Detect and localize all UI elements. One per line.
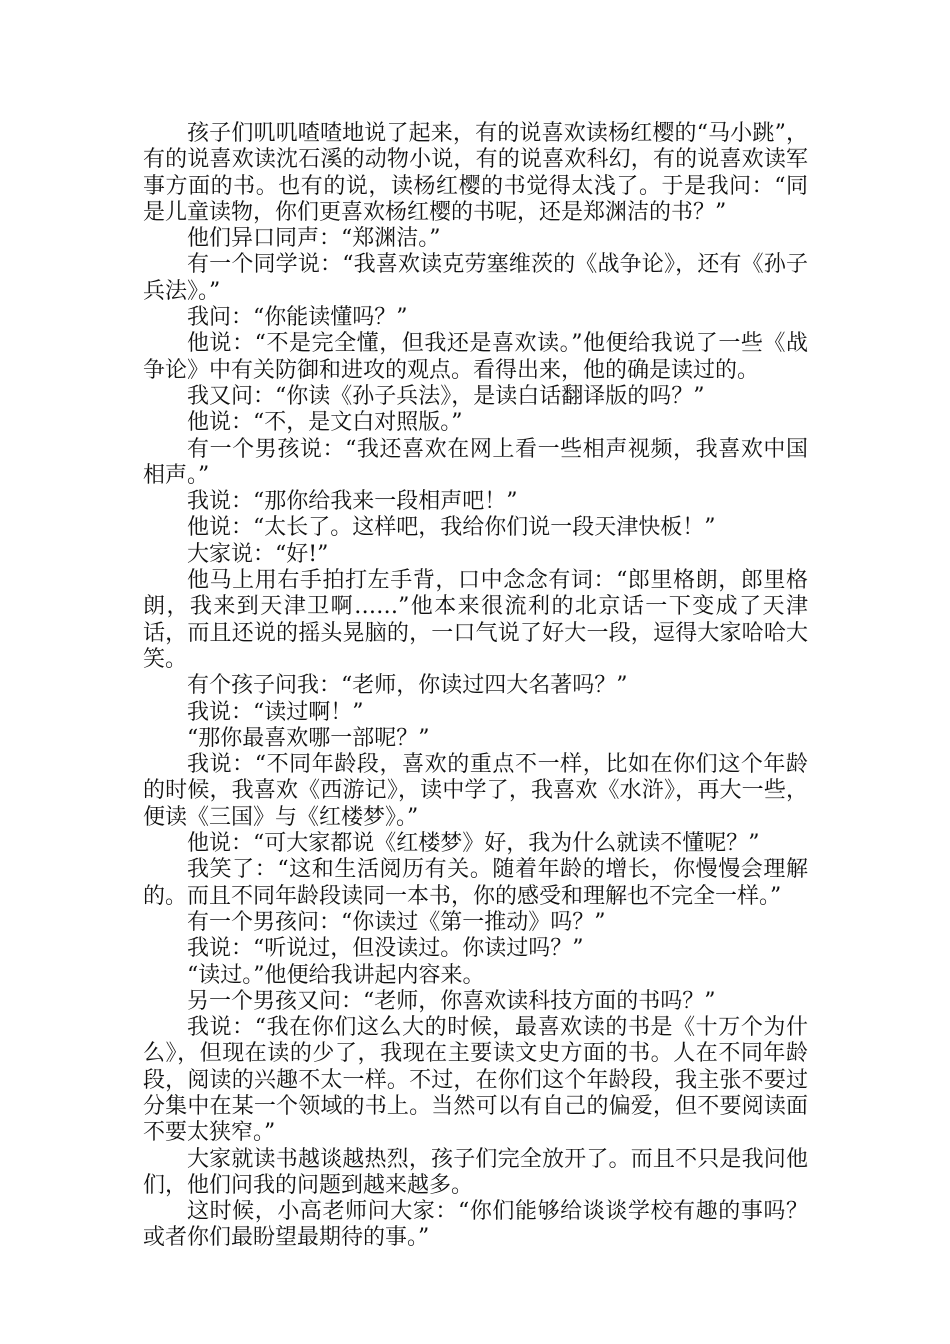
paragraph: 他说：“可大家都说《红楼梦》好，我为什么就读不懂呢？”	[187, 831, 760, 857]
paragraph: 有一个同学说：“我喜欢读克劳塞维茨的《战争论》，还有《孙子兵法》。”	[143, 252, 808, 304]
paragraph: “读过。”他便给我讲起内容来。	[187, 962, 485, 988]
paragraph: 我说：“读过啊！”	[187, 699, 364, 725]
paragraph: 他说：“不是完全懂，但我还是喜欢读。”他便给我说了一些《战争论》中有关防御和进攻的观点。看得出来，他的确是读过的。	[143, 331, 808, 383]
paragraph: 有个孩子问我：“老师，你读过四大名著吗？”	[187, 673, 628, 699]
paragraph: 有一个男孩问：“你读过《第一推动》吗？”	[187, 909, 606, 935]
paragraph: 他马上用右手拍打左手背，口中念念有词：“郎里格朗，郎里格朗，我来到天津卫啊……”他本来很流利的北京话一下变成了天津话，而且还说的摇头晃脑的，一口气说了好大一段，逗得大家哈哈大笑。	[143, 568, 808, 672]
paragraph: 他们异口同声：“郑渊洁。”	[187, 226, 441, 252]
paragraph: 他说：“不，是文白对照版。”	[187, 410, 463, 436]
paragraph: “那你最喜欢哪一部呢？”	[187, 725, 430, 751]
paragraph: 有一个男孩说：“我还喜欢在网上看一些相声视频，我喜欢中国相声。”	[143, 436, 808, 488]
paragraph: 另一个男孩又问：“老师，你喜欢读科技方面的书吗？”	[187, 988, 716, 1014]
paragraph: 大家就读书越谈越热烈，孩子们完全放开了。而且不只是我问他们，他们问我的问题到越来越多。	[143, 1146, 808, 1198]
paragraph: 孩子们叽叽喳喳地说了起来，有的说喜欢读杨红樱的“马小跳”，有的说喜欢读沈石溪的动物小说，有的说喜欢科幻，有的说喜欢读军事方面的书。也有的说，读杨红樱的书觉得太浅了。于是我问：“同是儿童读物，你们更喜欢杨红樱的书呢，还是郑渊洁的书？”	[143, 121, 808, 225]
paragraph: 大家说：“好!”	[187, 541, 329, 567]
paragraph: 我笑了：“这和生活阅历有关。随着年龄的增长，你慢慢会理解的。而且不同年龄段读同一本书，你的感受和理解也不完全一样。”	[143, 857, 808, 909]
paragraph: 我又问：“你读《孙子兵法》，是读白话翻译版的吗？”	[187, 383, 705, 409]
document-body	[143, 121, 808, 1252]
paragraph: 我说：“我在你们这么大的时候，最喜欢读的书是《十万个为什么》，但现在读的少了，我现在主要读文史方面的书。人在不同年龄段，阅读的兴趣不太一样。不过，在你们这个年龄段，我主张不要过分集中在某一个领域的书上。当然可以有自己的偏爱，但不要阅读面不要太狭窄。”	[143, 1015, 808, 1146]
paragraph: 我问：“你能读懂吗？”	[187, 305, 408, 331]
paragraph: 我说：“听说过，但没读过。你读过吗？”	[187, 936, 584, 962]
paragraph: 我说：“不同年龄段，喜欢的重点不一样，比如在你们这个年龄的时候，我喜欢《西游记》，读中学了，我喜欢《水浒》，再大一些，便读《三国》与《红楼梦》。”	[143, 752, 808, 830]
paragraph: 这时候，小高老师问大家：“你们能够给谈谈学校有趣的事吗？或者你们最盼望最期待的事。”	[143, 1199, 808, 1251]
paragraph: 他说：“太长了。这样吧，我给你们说一段天津快板！”	[187, 515, 716, 541]
paragraph: 我说：“那你给我来一段相声吧！”	[187, 489, 518, 515]
